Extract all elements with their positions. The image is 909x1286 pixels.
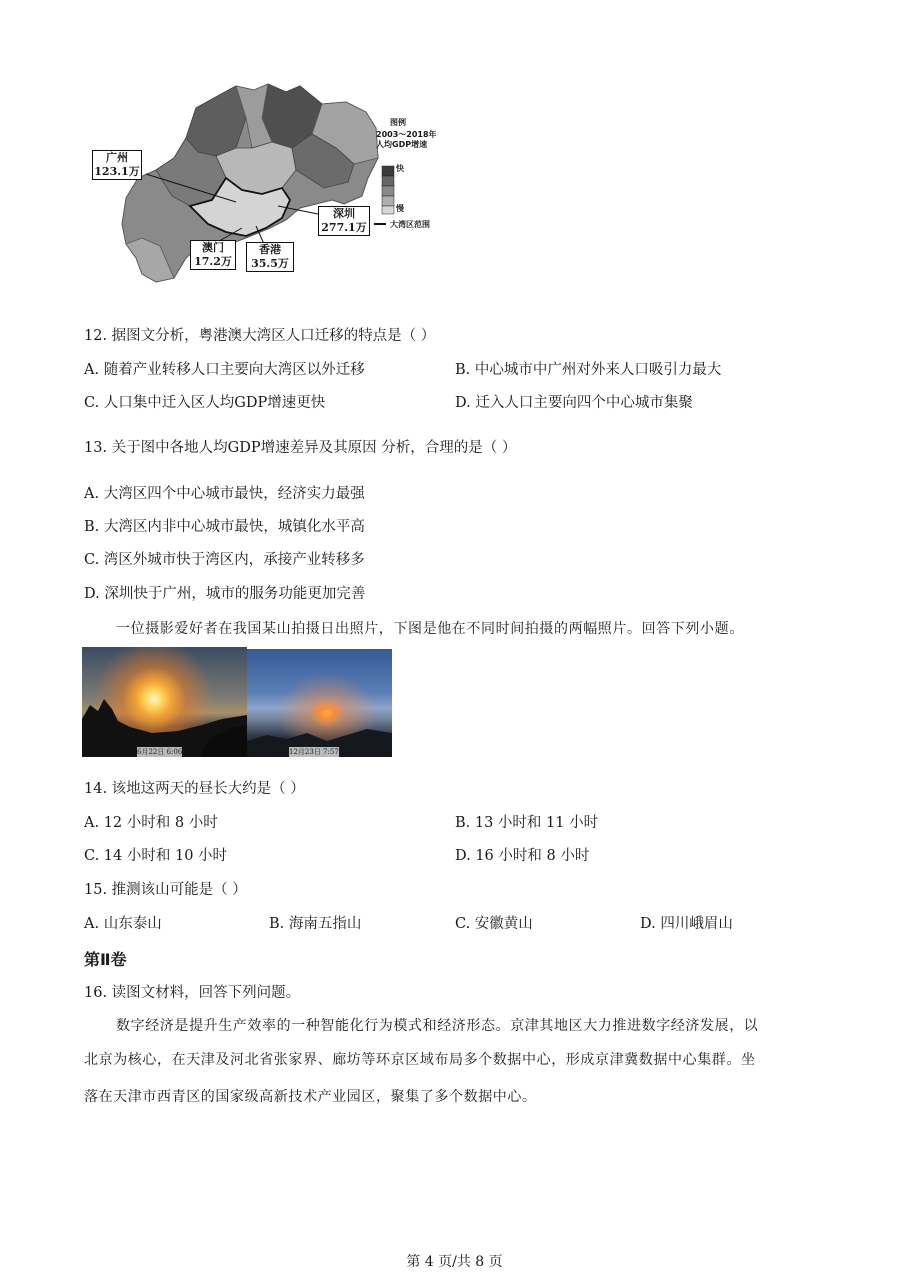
question-16-para-line-3: 落在天津市西青区的国家级高新技术产业园区，聚集了多个数据中心。 — [84, 1089, 537, 1105]
legend-bay-area: 大湾区范围 — [390, 220, 430, 229]
city-value: 277.1万 — [321, 221, 367, 234]
question-15-option-c: C. 安徽黄山 — [455, 916, 533, 932]
question-12-option-c: C. 人口集中迁入区人均GDP增速更快 — [84, 395, 326, 411]
question-15-option-d: D. 四川峨眉山 — [640, 916, 733, 932]
page-footer: 第 4 页/共 8 页 — [406, 1254, 503, 1270]
photo-june-caption: 6月22日 6:06 — [137, 748, 183, 756]
city-value: 123.1万 — [94, 165, 140, 178]
city-label-hongkong — [246, 242, 294, 272]
legend-slow: 慢 — [396, 204, 404, 213]
city-name: 广州 — [106, 151, 128, 164]
question-13-option-c: C. 湾区外城市快于湾区内，承接产业转移多 — [84, 552, 365, 568]
question-15-stem: 15. 推测该山可能是（ ） — [84, 882, 247, 898]
question-14-option-a: A. 12 小时和 8 小时 — [84, 815, 218, 831]
question-13-stem: 13. 关于图中各地人均GDP增速差异及其原因 分析，合理的是（ ） — [84, 440, 517, 456]
photo-intro-text: 一位摄影爱好者在我国某山拍摄日出照片，下图是他在不同时间拍摄的两幅照片。回答下列小题。 — [116, 621, 744, 637]
section-heading: 第Ⅱ卷 — [84, 950, 127, 969]
photo-june-sunrise — [82, 647, 247, 757]
legend-fast: 快 — [396, 164, 404, 173]
legend-period: 2003～2018年 — [376, 130, 437, 139]
city-name: 澳门 — [202, 241, 224, 254]
question-14-option-b: B. 13 小时和 11 小时 — [455, 815, 599, 831]
question-13-option-b: B. 大湾区内非中心城市最快，城镇化水平高 — [84, 519, 365, 535]
question-16-para-line-2: 北京为核心，在天津及河北省张家界、廊坊等环京区域布局多个数据中心，形成京津冀数据中心集群。坐 — [84, 1052, 756, 1068]
question-16-para-line-1: 数字经济是提升生产效率的一种智能化行为模式和经济形态。京津其地区大力推进数字经济发展，以 — [116, 1018, 759, 1034]
city-label-shenzhen — [318, 206, 370, 236]
city-label-macau — [190, 240, 236, 270]
question-13-option-a: A. 大湾区四个中心城市最快，经济实力最强 — [84, 486, 365, 502]
question-12-stem: 12. 据图文分析，粤港澳大湾区人口迁移的特点是（ ） — [84, 328, 436, 344]
question-14-option-d: D. 16 小时和 8 小时 — [455, 848, 590, 864]
question-13-option-d: D. 深圳快于广州，城市的服务功能更加完善 — [84, 586, 366, 602]
question-12-option-a: A. 随着产业转移人口主要向大湾区以外迁移 — [84, 362, 365, 378]
question-16-stem: 16. 读图文材料，回答下列问题。 — [84, 985, 301, 1001]
photo-december-sunrise — [247, 649, 392, 757]
city-name: 深圳 — [333, 207, 355, 220]
question-15-option-a: A. 山东泰山 — [84, 916, 162, 932]
question-12-option-d: D. 迁入人口主要向四个中心城市集聚 — [455, 395, 693, 411]
question-15-option-b: B. 海南五指山 — [269, 916, 362, 932]
city-value: 35.5万 — [251, 257, 289, 270]
city-label-guangzhou — [92, 150, 142, 180]
legend-title: 图例 — [390, 118, 406, 127]
legend-metric: 人均GDP增速 — [376, 140, 428, 149]
question-14-stem: 14. 该地这两天的昼长大约是（ ） — [84, 781, 305, 797]
photo-december-caption: 12月23日 7:57 — [289, 748, 339, 756]
city-name: 香港 — [259, 243, 281, 256]
question-14-option-c: C. 14 小时和 10 小时 — [84, 848, 228, 864]
city-value: 17.2万 — [194, 255, 232, 268]
question-12-option-b: B. 中心城市中广州对外来人口吸引力最大 — [455, 362, 722, 378]
bay-area-map — [86, 78, 464, 290]
